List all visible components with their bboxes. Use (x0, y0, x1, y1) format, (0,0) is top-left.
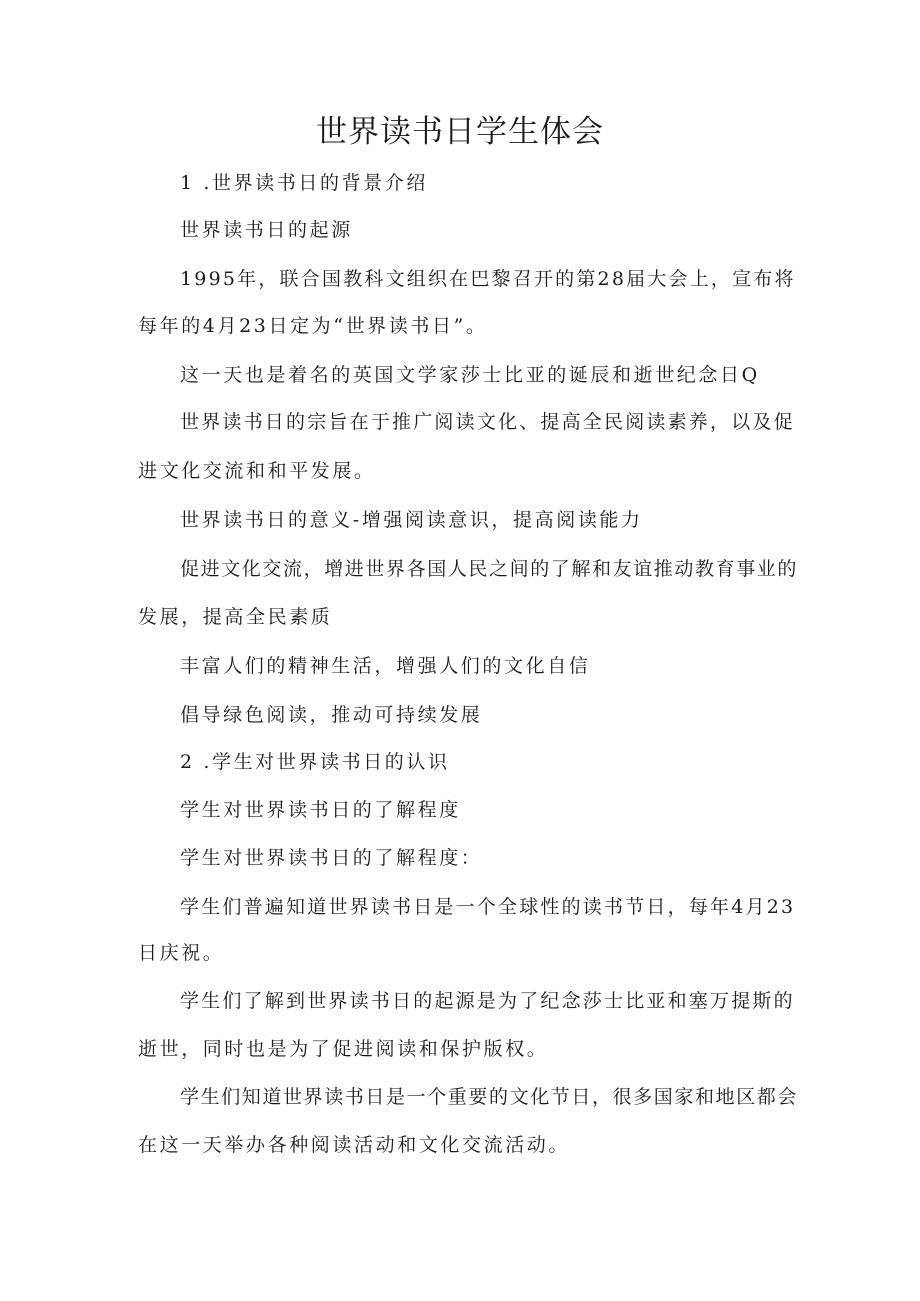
paragraph-line: 学生们普遍知道世界读书日是一个全球性的读书节日，每年4月23 (180, 896, 796, 918)
paragraph-line: 学生们了解到世界读书日的起源是为了纪念莎士比亚和塞万提斯的 (180, 990, 795, 1012)
paragraph-line: 倡导绿色阅读，推动可持续发展 (180, 704, 483, 726)
paragraph-line: 1995年，联合国教科文组织在巴黎召开的第28届大会上，宣布将 (180, 268, 796, 290)
paragraph-line: 世界读书日的起源 (180, 219, 353, 241)
paragraph-line: 世界读书日的意义-增强阅读意识，提高阅读能力 (180, 509, 643, 531)
paragraph-line: 日庆祝。 (138, 942, 225, 964)
paragraph-line: 进文化交流和和平发展。 (138, 460, 376, 482)
section-heading-background: 1 .世界读书日的背景介绍 (180, 172, 428, 194)
paragraph-line: 学生对世界读书日的了解程度 (180, 799, 461, 821)
paragraph-line: 学生们知道世界读书日是一个重要的文化节日，很多国家和地区都会 (180, 1086, 799, 1108)
paragraph-line: 发展，提高全民素质 (138, 606, 333, 628)
paragraph-line: 世界读书日的宗旨在于推广阅读文化、提高全民阅读素养，以及促 (180, 411, 795, 433)
paragraph-line: 丰富人们的精神生活，增强人们的文化自信 (180, 655, 591, 677)
document-title: 世界读书日学生体会 (316, 114, 604, 150)
paragraph-line: 促进文化交流，增进世界各国人民之间的了解和友谊推动教育事业的 (180, 558, 799, 580)
paragraph-line: 学生对世界读书日的了解程度： (180, 847, 483, 869)
paragraph-line: 这一天也是着名的英国文学家莎士比亚的诞辰和逝世纪念日Q (180, 364, 760, 386)
paragraph-line: 每年的4月23日定为“世界读书日”。 (138, 315, 488, 337)
paragraph-line: 在这一天举办各种阅读活动和文化交流活动。 (138, 1134, 571, 1156)
paragraph-line: 逝世，同时也是为了促进阅读和保护版权。 (138, 1038, 549, 1060)
section-heading-awareness: 2 .学生对世界读书日的认识 (180, 751, 450, 773)
